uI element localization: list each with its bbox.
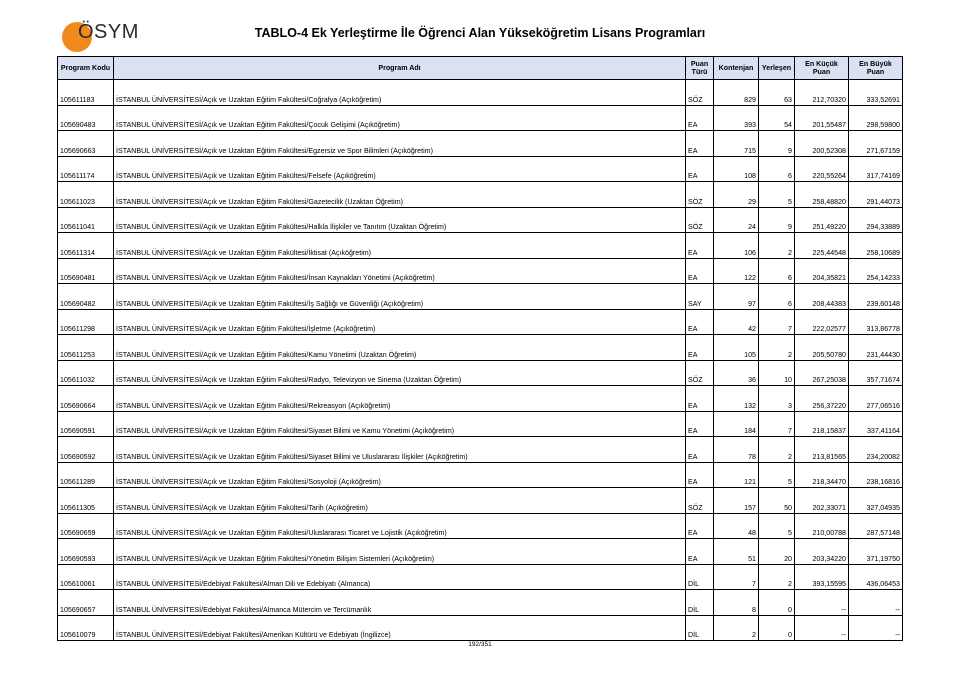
- min-score-cell: 258,48820: [795, 182, 849, 208]
- program-name-cell: İSTANBUL ÜNİVERSİTESİ/Açık ve Uzaktan Eğitim Fakültesi/Uluslararası Ticaret ve Lojistik (Açıköğretim): [114, 513, 686, 539]
- min-score-cell: 208,44383: [795, 284, 849, 310]
- program-code-cell: 105690483: [58, 105, 114, 131]
- placed-cell: 0: [759, 590, 795, 616]
- score-type-cell: SÖZ: [686, 80, 714, 106]
- quota-cell: 42: [714, 309, 759, 335]
- program-name-cell: İSTANBUL ÜNİVERSİTESİ/Açık ve Uzaktan Eğitim Fakültesi/Yönetim Bilişim Sistemleri (Açıköğretim): [114, 539, 686, 565]
- table-body: [58, 80, 903, 641]
- placed-cell: 54: [759, 105, 795, 131]
- max-score-cell: 333,52691: [849, 80, 903, 106]
- min-score-cell: 204,35821: [795, 258, 849, 284]
- col-program-name: Program Adı: [114, 57, 686, 80]
- score-type-cell: EA: [686, 386, 714, 412]
- max-score-cell: 294,33889: [849, 207, 903, 233]
- max-score-cell: 337,41164: [849, 411, 903, 437]
- col-quota: Kontenjan: [714, 57, 759, 80]
- max-score-cell: 327,04935: [849, 488, 903, 514]
- page-number: 192/351: [468, 641, 492, 648]
- table-row: [58, 564, 903, 590]
- table-row: [58, 105, 903, 131]
- score-type-cell: EA: [686, 156, 714, 182]
- logo-text: ÖSYM: [78, 21, 139, 43]
- max-score-cell: 371,19750: [849, 539, 903, 565]
- min-score-cell: 213,81565: [795, 437, 849, 463]
- table-row: [58, 539, 903, 565]
- placed-cell: 9: [759, 207, 795, 233]
- program-code-cell: 105611305: [58, 488, 114, 514]
- quota-cell: 184: [714, 411, 759, 437]
- placed-cell: 6: [759, 258, 795, 284]
- program-name-cell: İSTANBUL ÜNİVERSİTESİ/Açık ve Uzaktan Eğitim Fakültesi/İnsan Kaynakları Yönetimi (Açıköğretim): [114, 258, 686, 284]
- max-score-cell: 238,16816: [849, 462, 903, 488]
- min-score-cell: 393,15595: [795, 564, 849, 590]
- max-score-cell: 277,06516: [849, 386, 903, 412]
- program-code-cell: 105611289: [58, 462, 114, 488]
- score-type-cell: SÖZ: [686, 360, 714, 386]
- program-name-cell: İSTANBUL ÜNİVERSİTESİ/Açık ve Uzaktan Eğitim Fakültesi/İş Sağlığı ve Güvenliği (Açıköğretim): [114, 284, 686, 310]
- program-name-cell: İSTANBUL ÜNİVERSİTESİ/Açık ve Uzaktan Eğitim Fakültesi/Radyo, Televizyon ve Sinema (Uzaktan Öğretim): [114, 360, 686, 386]
- quota-cell: 7: [714, 564, 759, 590]
- table-row: [58, 411, 903, 437]
- max-score-cell: 313,86778: [849, 309, 903, 335]
- programs-table: [57, 56, 903, 641]
- program-code-cell: 105690592: [58, 437, 114, 463]
- program-code-cell: 105690663: [58, 131, 114, 157]
- program-code-cell: 105690593: [58, 539, 114, 565]
- program-code-cell: 105611314: [58, 233, 114, 259]
- min-score-cell: 222,02577: [795, 309, 849, 335]
- program-code-cell: 105611253: [58, 335, 114, 361]
- table-row: [58, 513, 903, 539]
- quota-cell: 48: [714, 513, 759, 539]
- min-score-cell: 218,34470: [795, 462, 849, 488]
- table-header-row: [58, 57, 903, 80]
- table-row: [58, 360, 903, 386]
- quota-cell: 132: [714, 386, 759, 412]
- quota-cell: 24: [714, 207, 759, 233]
- program-code-cell: 105690659: [58, 513, 114, 539]
- quota-cell: 36: [714, 360, 759, 386]
- score-type-cell: EA: [686, 437, 714, 463]
- program-code-cell: 105611183: [58, 80, 114, 106]
- placed-cell: 9: [759, 131, 795, 157]
- score-type-cell: EA: [686, 335, 714, 361]
- program-name-cell: İSTANBUL ÜNİVERSİTESİ/Açık ve Uzaktan Eğitim Fakültesi/Gazetecilik (Uzaktan Öğretim): [114, 182, 686, 208]
- quota-cell: 157: [714, 488, 759, 514]
- program-code-cell: 105611023: [58, 182, 114, 208]
- table-row: [58, 80, 903, 106]
- score-type-cell: EA: [686, 309, 714, 335]
- placed-cell: 6: [759, 284, 795, 310]
- score-type-cell: EA: [686, 539, 714, 565]
- quota-cell: 78: [714, 437, 759, 463]
- max-score-cell: 291,44073: [849, 182, 903, 208]
- table-row: [58, 233, 903, 259]
- min-score-cell: 210,00788: [795, 513, 849, 539]
- program-name-cell: İSTANBUL ÜNİVERSİTESİ/Açık ve Uzaktan Eğitim Fakültesi/Çocuk Gelişimi (Açıköğretim): [114, 105, 686, 131]
- program-name-cell: İSTANBUL ÜNİVERSİTESİ/Açık ve Uzaktan Eğitim Fakültesi/Egzersiz ve Spor Bilimleri (Açıköğretim): [114, 131, 686, 157]
- program-name-cell: İSTANBUL ÜNİVERSİTESİ/Edebiyat Fakültesi/Amerikan Kültürü ve Edebiyatı (İngilizce): [114, 615, 686, 641]
- score-type-cell: EA: [686, 462, 714, 488]
- col-score-type: Puan Türü: [686, 57, 714, 80]
- quota-cell: 105: [714, 335, 759, 361]
- col-placed: Yerleşen: [759, 57, 795, 80]
- quota-cell: 8: [714, 590, 759, 616]
- score-type-cell: DİL: [686, 564, 714, 590]
- placed-cell: 63: [759, 80, 795, 106]
- program-name-cell: İSTANBUL ÜNİVERSİTESİ/Açık ve Uzaktan Eğitim Fakültesi/Tarih (Açıköğretim): [114, 488, 686, 514]
- min-score-cell: 218,15837: [795, 411, 849, 437]
- score-type-cell: EA: [686, 131, 714, 157]
- program-code-cell: 105610079: [58, 615, 114, 641]
- max-score-cell: --: [849, 590, 903, 616]
- program-code-cell: 105611174: [58, 156, 114, 182]
- quota-cell: 29: [714, 182, 759, 208]
- col-max-score: En Büyük Puan: [849, 57, 903, 80]
- program-name-cell: İSTANBUL ÜNİVERSİTESİ/Açık ve Uzaktan Eğitim Fakültesi/Rekreasyon (Açıköğretim): [114, 386, 686, 412]
- min-score-cell: 225,44548: [795, 233, 849, 259]
- placed-cell: 2: [759, 335, 795, 361]
- min-score-cell: 251,49220: [795, 207, 849, 233]
- placed-cell: 50: [759, 488, 795, 514]
- quota-cell: 393: [714, 105, 759, 131]
- placed-cell: 7: [759, 411, 795, 437]
- col-program-code: Program Kodu: [58, 57, 114, 80]
- quota-cell: 108: [714, 156, 759, 182]
- program-name-cell: İSTANBUL ÜNİVERSİTESİ/Açık ve Uzaktan Eğitim Fakültesi/Felsefe (Açıköğretim): [114, 156, 686, 182]
- max-score-cell: 317,74169: [849, 156, 903, 182]
- table-row: [58, 437, 903, 463]
- program-code-cell: 105690481: [58, 258, 114, 284]
- table-row: [58, 258, 903, 284]
- table-row: [58, 309, 903, 335]
- program-name-cell: İSTANBUL ÜNİVERSİTESİ/Açık ve Uzaktan Eğitim Fakültesi/Siyaset Bilimi ve Kamu Yönetimi (Açıköğretim): [114, 411, 686, 437]
- max-score-cell: 234,20082: [849, 437, 903, 463]
- min-score-cell: 256,37220: [795, 386, 849, 412]
- placed-cell: 3: [759, 386, 795, 412]
- placed-cell: 0: [759, 615, 795, 641]
- table-row: [58, 386, 903, 412]
- placed-cell: 5: [759, 513, 795, 539]
- score-type-cell: EA: [686, 105, 714, 131]
- max-score-cell: 287,57148: [849, 513, 903, 539]
- quota-cell: 122: [714, 258, 759, 284]
- placed-cell: 5: [759, 462, 795, 488]
- quota-cell: 121: [714, 462, 759, 488]
- quota-cell: 97: [714, 284, 759, 310]
- max-score-cell: 298,59800: [849, 105, 903, 131]
- score-type-cell: EA: [686, 258, 714, 284]
- max-score-cell: 239,60148: [849, 284, 903, 310]
- table-row: [58, 615, 903, 641]
- score-type-cell: SÖZ: [686, 488, 714, 514]
- min-score-cell: 202,33071: [795, 488, 849, 514]
- page-title: TABLO-4 Ek Yerleştirme İle Öğrenci Alan Yükseköğretim Lisans Programları: [254, 26, 706, 40]
- max-score-cell: 271,67159: [849, 131, 903, 157]
- table-row: [58, 207, 903, 233]
- placed-cell: 6: [759, 156, 795, 182]
- table-row: [58, 156, 903, 182]
- quota-cell: 51: [714, 539, 759, 565]
- max-score-cell: --: [849, 615, 903, 641]
- max-score-cell: 258,10689: [849, 233, 903, 259]
- table-row: [58, 335, 903, 361]
- program-name-cell: İSTANBUL ÜNİVERSİTESİ/Açık ve Uzaktan Eğitim Fakültesi/Kamu Yönetimi (Uzaktan Öğretim): [114, 335, 686, 361]
- max-score-cell: 436,06453: [849, 564, 903, 590]
- score-type-cell: SÖZ: [686, 207, 714, 233]
- table-row: [58, 488, 903, 514]
- max-score-cell: 231,44430: [849, 335, 903, 361]
- program-name-cell: İSTANBUL ÜNİVERSİTESİ/Açık ve Uzaktan Eğitim Fakültesi/İktisat (Açıköğretim): [114, 233, 686, 259]
- program-code-cell: 105610061: [58, 564, 114, 590]
- table-row: [58, 131, 903, 157]
- program-name-cell: İSTANBUL ÜNİVERSİTESİ/Edebiyat Fakültesi/Almanca Mütercim ve Tercümanlık: [114, 590, 686, 616]
- min-score-cell: 200,52308: [795, 131, 849, 157]
- table-row: [58, 462, 903, 488]
- min-score-cell: 205,50780: [795, 335, 849, 361]
- quota-cell: 715: [714, 131, 759, 157]
- program-code-cell: 105690664: [58, 386, 114, 412]
- program-code-cell: 105690657: [58, 590, 114, 616]
- min-score-cell: 220,55264: [795, 156, 849, 182]
- placed-cell: 20: [759, 539, 795, 565]
- score-type-cell: EA: [686, 513, 714, 539]
- quota-cell: 2: [714, 615, 759, 641]
- placed-cell: 5: [759, 182, 795, 208]
- min-score-cell: --: [795, 615, 849, 641]
- program-code-cell: 105611298: [58, 309, 114, 335]
- program-code-cell: 105611032: [58, 360, 114, 386]
- program-name-cell: İSTANBUL ÜNİVERSİTESİ/Açık ve Uzaktan Eğitim Fakültesi/Sosyoloji (Açıköğretim): [114, 462, 686, 488]
- col-min-score: En Küçük Puan: [795, 57, 849, 80]
- program-name-cell: İSTANBUL ÜNİVERSİTESİ/Açık ve Uzaktan Eğitim Fakültesi/Halkla İlişkiler ve Tanıtım (Uzaktan Öğretim): [114, 207, 686, 233]
- placed-cell: 7: [759, 309, 795, 335]
- score-type-cell: SÖZ: [686, 182, 714, 208]
- program-code-cell: 105690482: [58, 284, 114, 310]
- score-type-cell: SAY: [686, 284, 714, 310]
- min-score-cell: 203,34220: [795, 539, 849, 565]
- program-name-cell: İSTANBUL ÜNİVERSİTESİ/Edebiyat Fakültesi/Alman Dili ve Edebiyatı (Almanca): [114, 564, 686, 590]
- score-type-cell: EA: [686, 233, 714, 259]
- table-row: [58, 182, 903, 208]
- program-code-cell: 105690591: [58, 411, 114, 437]
- program-name-cell: İSTANBUL ÜNİVERSİTESİ/Açık ve Uzaktan Eğitim Fakültesi/Siyaset Bilimi ve Uluslararası İlişkiler (Açıköğretim): [114, 437, 686, 463]
- placed-cell: 10: [759, 360, 795, 386]
- max-score-cell: 254,14233: [849, 258, 903, 284]
- min-score-cell: 267,25038: [795, 360, 849, 386]
- min-score-cell: --: [795, 590, 849, 616]
- score-type-cell: DİL: [686, 590, 714, 616]
- min-score-cell: 212,70320: [795, 80, 849, 106]
- program-code-cell: 105611041: [58, 207, 114, 233]
- program-name-cell: İSTANBUL ÜNİVERSİTESİ/Açık ve Uzaktan Eğitim Fakültesi/İşletme (Açıköğretim): [114, 309, 686, 335]
- score-type-cell: DİL: [686, 615, 714, 641]
- max-score-cell: 357,71674: [849, 360, 903, 386]
- quota-cell: 106: [714, 233, 759, 259]
- min-score-cell: 201,55487: [795, 105, 849, 131]
- table-row: [58, 590, 903, 616]
- program-name-cell: İSTANBUL ÜNİVERSİTESİ/Açık ve Uzaktan Eğitim Fakültesi/Coğrafya (Açıköğretim): [114, 80, 686, 106]
- placed-cell: 2: [759, 233, 795, 259]
- table-row: [58, 284, 903, 310]
- placed-cell: 2: [759, 564, 795, 590]
- quota-cell: 829: [714, 80, 759, 106]
- placed-cell: 2: [759, 437, 795, 463]
- score-type-cell: EA: [686, 411, 714, 437]
